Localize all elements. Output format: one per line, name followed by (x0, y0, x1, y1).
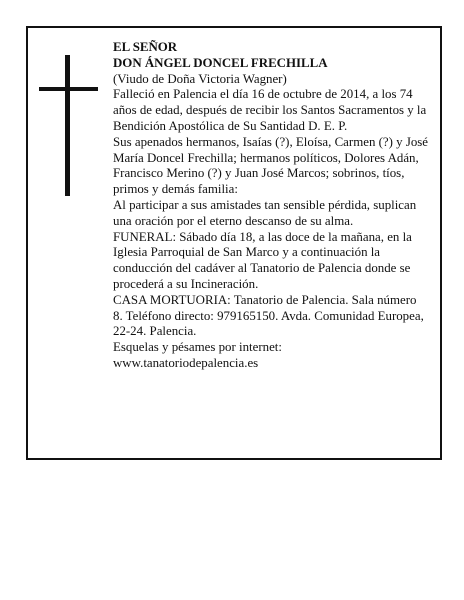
paragraph-mortuary: CASA MORTUORIA: Tanatorio de Palencia. Sala número 8. Teléfono directo: 979165150. Avda. Comunidad Europea, 22-24. Palencia. (113, 292, 424, 339)
paragraph-family: Sus apenados hermanos, Isaías (?), Eloísa, Carmen (?) y José María Doncel Frechilla; hermanos políticos, Dolores Adán, Francisco Merino (?) y Juan José Marcos; sobrinos, tíos, primos y demás familia: (113, 134, 429, 197)
cross-horizontal-bar (39, 87, 98, 91)
paragraph-internet: Esquelas y pésames por internet: www.tanatoriodepalencia.es (113, 340, 282, 370)
paragraph-funeral: FUNERAL: Sábado día 18, a las doce de la mañana, en la Iglesia Parroquial de San Marco y a continuación la conducción del cadáver al Tanatorio de Palencia donde se procederá a su Incineración. (113, 229, 412, 291)
obituary-text (113, 40, 429, 372)
subtitle: (Viudo de Doña Victoria Wagner) (113, 71, 287, 86)
cross-vertical-bar (65, 55, 70, 196)
paragraph-prayer: Al participar a sus amistades tan sensible pérdida, suplican una oración por el eterno descanso de su alma. (113, 197, 417, 228)
title-line-1: EL SEÑOR (113, 40, 178, 54)
title-line-2: DON ÁNGEL DONCEL FRECHILLA (113, 55, 328, 70)
paragraph-death: Falleció en Palencia el día 16 de octubre de 2014, a los 74 años de edad, después de recibir los Santos Sacramentos y la Bendición Apostólica de Su Santidad D. E. P. (113, 87, 427, 133)
